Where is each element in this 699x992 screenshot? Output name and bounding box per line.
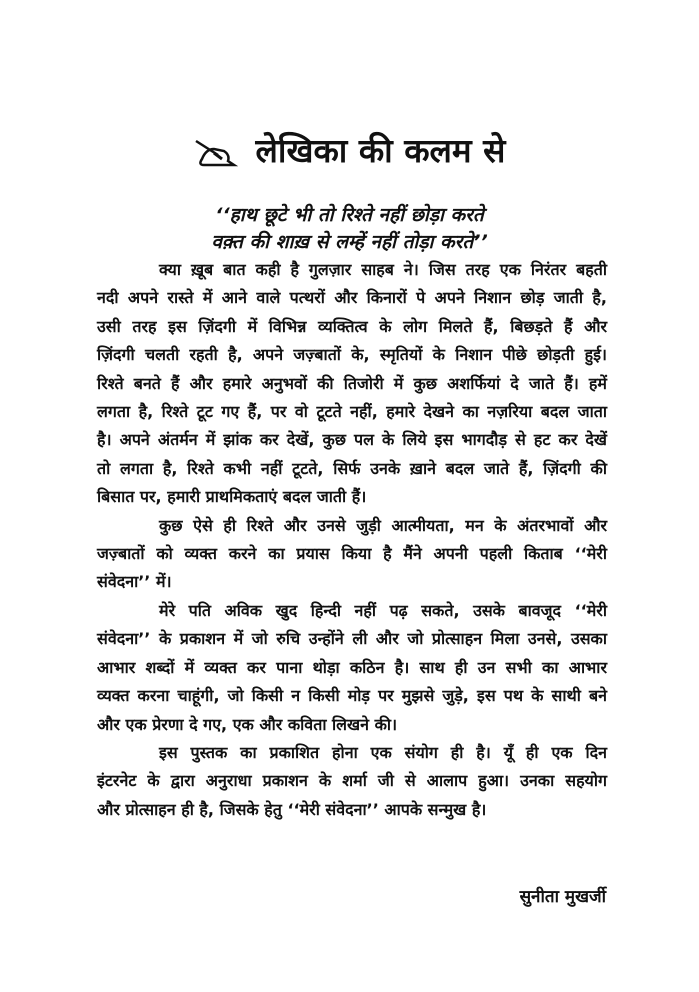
signature: सुनीता मुखर्जी <box>519 887 606 907</box>
paragraph-line: और प्रोत्साहन ही है, जिसके हेतु ‘‘मेरी संवेदना’’ आपके सन्मुख है। <box>97 799 487 819</box>
paragraph-line: लगता है, रिश्ते टूट गए हैं, पर वो टूटते नहीं, हमारे देखने का नज़रिया बदल जाता <box>97 402 607 422</box>
paragraph-line: रिश्ते बनते हैं और हमारे अनुभवों की तिजोरी में कुछ अशर्फियां दे जाते हैं। हमें <box>97 373 607 393</box>
paragraph-line: व्यक्त करना चाहूंगी, जो किसी न किसी मोड़ पर मुझसे जुड़े, इस पथ के साथी बने <box>97 686 607 706</box>
paragraph-line: आभार शब्दों में व्यक्त कर पाना थोड़ा कठिन है। साथ ही उन सभी का आभार <box>97 657 607 677</box>
paragraph-line: उसी तरह इस ज़िंदगी में विभिन्न व्यक्तित्व के लोग मिलते हैं, बिछड़ते हैं और <box>97 316 607 336</box>
paragraph-line: ज़िंदगी चलती रहती है, अपने जज़्बातों के, स्मृतियों के निशान पीछे छोड़ती हुई। <box>97 345 607 365</box>
paragraph-line: इंटरनेट के द्वारा अनुराधा प्रकाशन के शर्मा जी से आलाप हुआ। उनका सहयोग <box>97 771 607 791</box>
quote-line: वक़्त की शाख़ से लम्हें नहीं तोड़ा करते’’ <box>211 231 488 253</box>
paragraph-line: तो लगता है, रिश्ते कभी नहीं टूटते, सिर्फ उनके ख़ाने बदल जाते हैं, ज़िंदगी की <box>97 458 607 478</box>
title-text: लेखिका की कलम से <box>255 131 506 170</box>
paragraph-line: क्या ख़ूब बात कही है गुलज़ार साहब ने। जिस तरह एक निरंतर बहती <box>159 260 607 279</box>
paragraph-line: नदी अपने रास्ते में आने वाले पत्थरों और किनारों पे अपने निशान छोड़ जाती है, <box>97 288 607 308</box>
paragraph-line: जज़्बातों को व्यक्त करने का प्रयास किया है मैंने अपनी पहली किताब ‘‘मेरी <box>97 544 607 564</box>
paragraph-line: इस पुस्तक का प्रकाशित होना एक संयोग ही है। यूँ ही एक दिन <box>159 742 607 762</box>
body-text <box>97 256 607 824</box>
paragraph-line: संवेदना’’ में। <box>97 572 172 592</box>
paragraph-line: है। अपने अंतर्मन में झांक कर देखें, कुछ पल के लिये इस भागदौड़ से हट कर देखें <box>97 430 607 450</box>
paragraph-line: संवेदना’’ के प्रकाशन में जो रुचि उन्होंने ली और जो प्रोत्साहन मिला उनसे, उसका <box>97 629 607 649</box>
paragraph-line: और एक प्रेरणा दे गए, एक और कविता लिखने की। <box>97 714 398 734</box>
paragraph-line: कुछ ऐसे ही रिश्ते और उनसे जुड़ी आत्मीयता, मन के अंतरभावों और <box>159 515 607 535</box>
paragraph-line: बिसात पर, हमारी प्राथमिकताएं बदल जाती हैं। <box>97 487 367 507</box>
quote-line: ‘‘हाथ छूटे भी तो रिश्ते नहीं छोड़ा करते <box>215 204 484 226</box>
paragraph-line: मेरे पति अविक खुद हिन्दी नहीं पढ़ सकते, उसके बावजूद ‘‘मेरी <box>159 600 607 620</box>
epigraph-quote <box>0 202 699 256</box>
page-title <box>0 126 699 176</box>
pen-writing-hand-icon <box>194 137 238 169</box>
